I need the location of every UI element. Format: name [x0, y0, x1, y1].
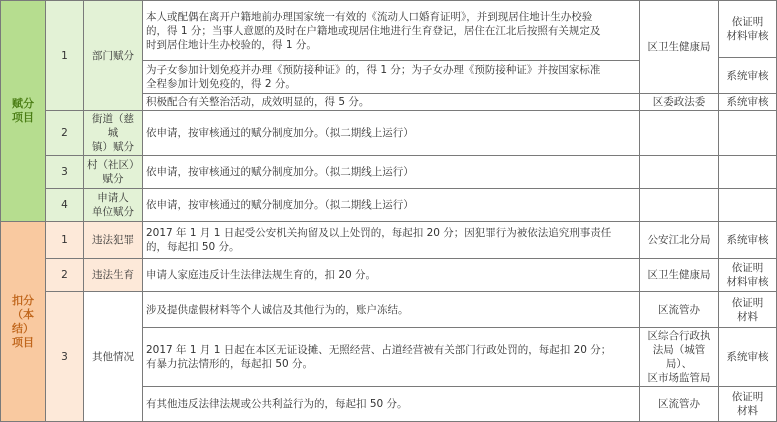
department: 区卫生健康局 — [640, 259, 719, 292]
category-label: 项目 — [12, 111, 34, 124]
category-label: 项目 — [12, 335, 34, 349]
review-method: 系统审核 — [719, 222, 777, 259]
row-description: 依申请，按审核通过的赋分制度加分。（拟二期线上运行） — [143, 156, 640, 189]
row-description: 依申请，按审核通过的赋分制度加分。（拟二期线上运行） — [143, 111, 640, 156]
row-description: 2017 年 1 月 1 日起在本区无证设摊、无照经营、占道经营被有关部门行政处罚的，每起扣 20 分； 有暴力抗法情形的，每起扣 50 分。 — [143, 328, 640, 387]
category-label: 扣分 — [12, 293, 34, 307]
row-description: 为子女参加计划免疫并办理《预防接种证》的，得 1 分；为子女办理《预防接种证》并按国家标准 全程参加计划免疫的，得 2 分。 — [143, 61, 640, 94]
row-description: 申请人家庭违反计生法律法规生育的，扣 20 分。 — [143, 259, 640, 292]
review-method: 依证明 材料审核 — [719, 1, 777, 58]
review-method: 依证明 材料 — [719, 387, 777, 422]
row-description: 依申请，按审核通过的赋分制度加分。（拟二期线上运行） — [143, 189, 640, 222]
row-number: 2 — [46, 259, 84, 292]
item-name: 违法犯罪 — [84, 222, 143, 259]
row-number: 3 — [46, 156, 84, 189]
department: 公安江北分局 — [640, 222, 719, 259]
review-method: 系统审核 — [719, 94, 777, 111]
row-description: 涉及提供虚假材料等个人诚信及其他行为的，账户冻结。 — [143, 292, 640, 328]
empty-cell — [640, 156, 719, 189]
department: 区综合行政执 法局（城管局）、 区市场监管局 — [640, 328, 719, 387]
category-label: 结） — [12, 321, 34, 335]
deduct-row-1 — [1, 222, 777, 259]
review-method: 依证明 材料 — [719, 292, 777, 328]
department: 区委政法委 — [640, 94, 719, 111]
empty-cell — [640, 111, 719, 156]
deduct-row-2 — [1, 259, 777, 292]
bonus-row-3 — [1, 156, 777, 189]
review-method: 系统审核 — [719, 58, 777, 94]
bonus-row-4 — [1, 189, 777, 222]
category-deduct — [1, 222, 46, 422]
row-number: 4 — [46, 189, 84, 222]
empty-cell — [640, 189, 719, 222]
empty-cell — [719, 156, 777, 189]
item-name: 村（社区） 赋分 — [84, 156, 143, 189]
row-number: 2 — [46, 111, 84, 156]
department: 区流管办 — [640, 387, 719, 422]
row-number: 1 — [46, 1, 84, 111]
bonus-row-2 — [1, 111, 777, 156]
empty-cell — [719, 111, 777, 156]
review-method: 依证明 材料审核 — [719, 259, 777, 292]
row-number: 1 — [46, 222, 84, 259]
category-label: （本 — [12, 307, 34, 321]
bonus-row-1a — [1, 1, 777, 58]
row-description: 本人或配偶在离开户籍地前办理国家统一有效的《流动人口婚育证明》，并到现居住地计生办校验 的，得 1 分；当事人意愿的及时在户籍地或现居住地进行生育登记，居住在江北后按照有关规定及 时到居住地计生办校验的，得 1 分。 — [143, 1, 640, 61]
category-label: 赋分 — [12, 97, 34, 110]
review-method: 系统审核 — [719, 328, 777, 387]
row-number: 3 — [46, 292, 84, 422]
department: 区卫生健康局 — [640, 1, 719, 94]
department: 区流管办 — [640, 292, 719, 328]
empty-cell — [719, 189, 777, 222]
row-description: 积极配合有关整治活动，成效明显的，得 5 分。 — [143, 94, 640, 111]
row-description: 2017 年 1 月 1 日起受公安机关拘留及以上处罚的，每起扣 20 分；因犯罪行为被依法追究刑事责任 的，每起扣 50 分。 — [143, 222, 640, 259]
item-name: 违法生育 — [84, 259, 143, 292]
row-description: 有其他违反法律法规或公共利益行为的，每起扣 50 分。 — [143, 387, 640, 422]
item-name: 街道（慈城 镇）赋分 — [84, 111, 143, 156]
item-name: 部门赋分 — [84, 1, 143, 111]
item-name: 其他情况 — [84, 292, 143, 422]
item-name: 申请人 单位赋分 — [84, 189, 143, 222]
deduct-row-3a — [1, 292, 777, 328]
category-bonus — [1, 1, 46, 222]
